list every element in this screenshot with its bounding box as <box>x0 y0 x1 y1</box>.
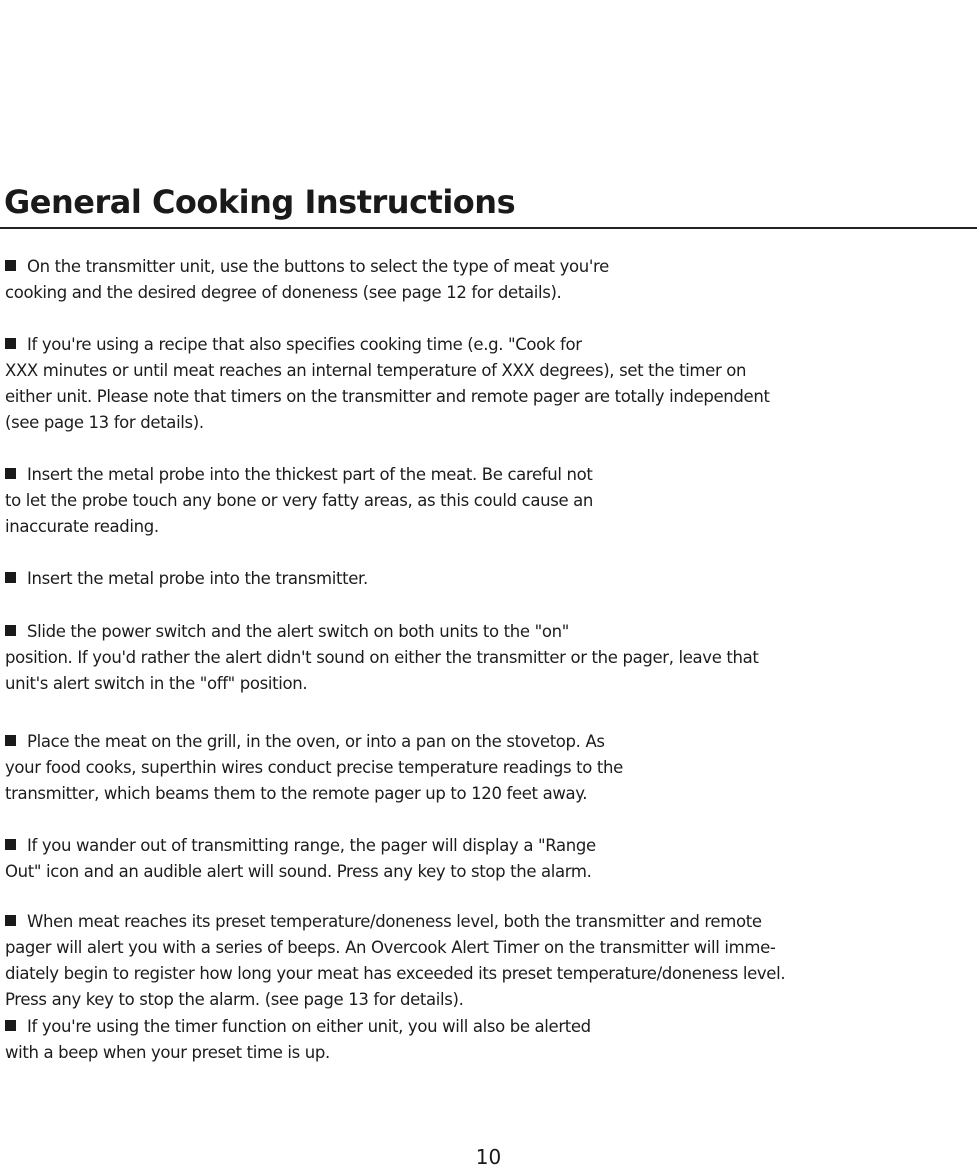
square-bullet-icon <box>5 572 16 583</box>
instruction-text: If you wander out of transmitting range, the pager will display a "Range <box>27 836 596 855</box>
instruction-line <box>5 833 973 859</box>
instruction-line <box>5 909 973 935</box>
instruction-text: to let the probe touch any bone or very fatty areas, as this could cause an <box>5 491 594 510</box>
square-bullet-icon <box>5 625 16 636</box>
instruction-text: inaccurate reading. <box>5 517 159 536</box>
instruction-line <box>5 1040 973 1066</box>
instruction-text: (see page 13 for details). <box>5 413 204 432</box>
title-underline <box>0 227 977 229</box>
instruction-line <box>5 781 973 807</box>
square-bullet-icon <box>5 915 16 926</box>
instruction-line <box>5 935 973 961</box>
instruction-text: Place the meat on the grill, in the oven, or into a pan on the stovetop. As <box>27 732 605 751</box>
instruction-text: XXX minutes or until meat reaches an internal temperature of XXX degrees), set the timer on <box>5 361 747 380</box>
page-title: General Cooking Instructions <box>4 183 516 221</box>
instruction-item <box>5 332 973 436</box>
instruction-text: If you're using the timer function on either unit, you will also be alerted <box>27 1017 591 1036</box>
instruction-line <box>5 462 973 488</box>
instruction-line <box>5 619 973 645</box>
instruction-text: position. If you'd rather the alert didn't sound on either the transmitter or the pager, leave that <box>5 648 759 667</box>
square-bullet-icon <box>5 735 16 746</box>
instruction-line <box>5 358 973 384</box>
instruction-text: On the transmitter unit, use the buttons to select the type of meat you're <box>27 257 609 276</box>
square-bullet-icon <box>5 1020 16 1031</box>
instruction-line <box>5 859 973 885</box>
instruction-text: When meat reaches its preset temperature/doneness level, both the transmitter and remote <box>27 912 762 931</box>
square-bullet-icon <box>5 260 16 271</box>
instruction-text: Out" icon and an audible alert will sound. Press any key to stop the alarm. <box>5 862 592 881</box>
instruction-item <box>5 566 973 592</box>
instruction-line <box>5 280 973 306</box>
instruction-line <box>5 514 973 540</box>
instruction-line <box>5 961 973 987</box>
instruction-line <box>5 987 973 1013</box>
instruction-text: pager will alert you with a series of beeps. An Overcook Alert Timer on the transmitter will imme- <box>5 938 776 957</box>
instruction-line <box>5 729 973 755</box>
instruction-text: transmitter, which beams them to the remote pager up to 120 feet away. <box>5 784 588 803</box>
instruction-line <box>5 566 973 592</box>
instruction-item <box>5 619 973 697</box>
instruction-text: diately begin to register how long your meat has exceeded its preset temperature/doneness level. <box>5 964 786 983</box>
instruction-text: either unit. Please note that timers on the transmitter and remote pager are totally independent <box>5 387 770 406</box>
instruction-text: Press any key to stop the alarm. (see page 13 for details). <box>5 990 464 1009</box>
instruction-line <box>5 1014 973 1040</box>
instruction-text: your food cooks, superthin wires conduct precise temperature readings to the <box>5 758 623 777</box>
instruction-text: Slide the power switch and the alert switch on both units to the "on" <box>27 622 569 641</box>
instruction-text: cooking and the desired degree of doneness (see page 12 for details). <box>5 283 562 302</box>
instruction-line <box>5 254 973 280</box>
instruction-line <box>5 645 973 671</box>
instruction-text: If you're using a recipe that also specifies cooking time (e.g. "Cook for <box>27 335 582 354</box>
instruction-text: Insert the metal probe into the transmitter. <box>27 569 368 588</box>
instruction-item <box>5 833 973 885</box>
instruction-item <box>5 729 973 807</box>
instruction-text: with a beep when your preset time is up. <box>5 1043 330 1062</box>
instruction-line <box>5 410 973 436</box>
square-bullet-icon <box>5 338 16 349</box>
instruction-line <box>5 671 973 697</box>
instruction-item <box>5 909 973 1013</box>
instruction-line <box>5 755 973 781</box>
page-number: 10 <box>475 1145 502 1169</box>
square-bullet-icon <box>5 468 16 479</box>
instruction-item <box>5 462 973 540</box>
instruction-line <box>5 384 973 410</box>
instruction-text: Insert the metal probe into the thickest part of the meat. Be careful not <box>27 465 593 484</box>
square-bullet-icon <box>5 839 16 850</box>
instruction-text: unit's alert switch in the "off" position. <box>5 674 308 693</box>
instruction-line <box>5 332 973 358</box>
instruction-line <box>5 488 973 514</box>
instruction-item <box>5 254 973 306</box>
instruction-item <box>5 1014 973 1066</box>
